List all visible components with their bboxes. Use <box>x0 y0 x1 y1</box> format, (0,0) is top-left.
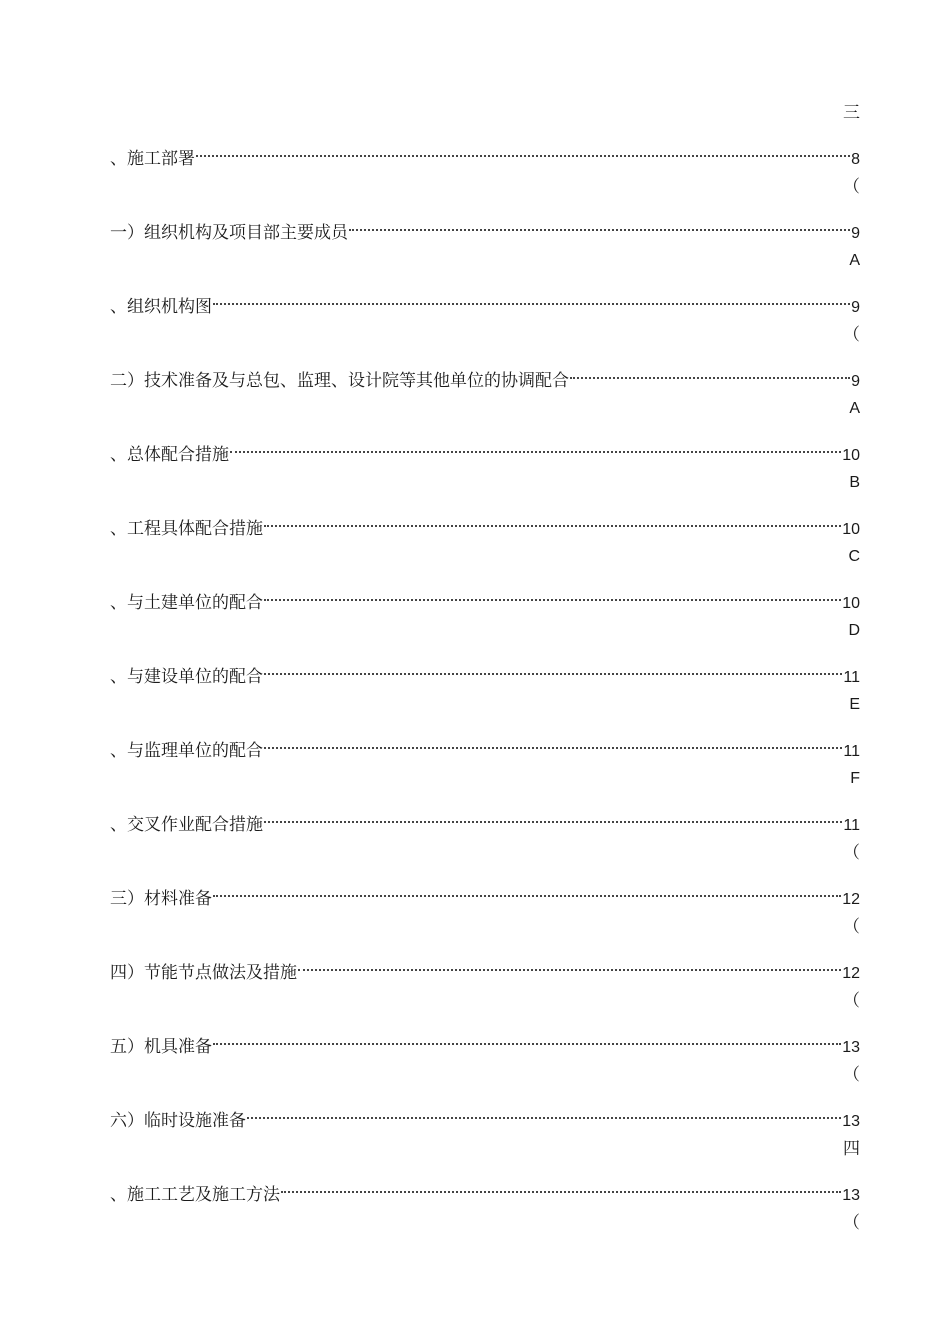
toc-line <box>110 582 860 613</box>
toc-page-number: 13 <box>842 1113 860 1130</box>
toc-line <box>110 730 860 761</box>
toc-line <box>110 434 860 465</box>
toc-line <box>110 508 860 539</box>
toc-entry-11[interactable] <box>110 840 860 914</box>
toc-marker: B <box>849 474 860 491</box>
toc-entry-15[interactable] <box>110 1136 860 1210</box>
toc-entry-8[interactable] <box>110 618 860 692</box>
toc-entry-1[interactable] <box>110 100 860 174</box>
dot-leader <box>213 878 841 904</box>
toc-entry-5[interactable] <box>110 396 860 470</box>
toc-title: 、与建设单位的配合 <box>110 667 263 687</box>
dot-leader <box>247 1100 841 1126</box>
toc-line <box>110 952 860 983</box>
toc-line <box>110 804 860 835</box>
toc-marker: D <box>848 622 860 639</box>
toc-line <box>110 1026 860 1057</box>
toc-entry-13[interactable] <box>110 988 860 1062</box>
toc-title: 三）材料准备 <box>110 889 212 909</box>
dot-leader <box>264 508 841 534</box>
table-of-contents <box>110 100 860 1284</box>
toc-page-number: 9 <box>851 225 860 242</box>
toc-page-number: 9 <box>851 299 860 316</box>
toc-line <box>110 656 860 687</box>
toc-marker: 三 <box>843 103 860 123</box>
toc-marker: F <box>850 770 860 787</box>
toc-line <box>110 286 860 317</box>
dot-leader <box>264 730 842 756</box>
toc-page-number: 13 <box>842 1039 860 1056</box>
toc-marker: （ <box>843 843 860 863</box>
toc-title: 二）技术准备及与总包、监理、设计院等其他单位的协调配合 <box>110 371 569 391</box>
dot-leader <box>298 952 841 978</box>
toc-marker: C <box>848 548 860 565</box>
toc-title: 四）节能节点做法及措施 <box>110 963 297 983</box>
toc-marker: E <box>849 696 860 713</box>
toc-entry-4[interactable] <box>110 322 860 396</box>
dot-leader <box>264 804 842 830</box>
dot-leader <box>230 434 841 460</box>
toc-page-number: 11 <box>843 669 860 686</box>
toc-marker: A <box>849 252 860 269</box>
toc-page-number: 11 <box>843 743 860 760</box>
toc-title: 一）组织机构及项目部主要成员 <box>110 223 348 243</box>
toc-entry-12[interactable] <box>110 914 860 988</box>
toc-page-number: 10 <box>842 447 860 464</box>
toc-title: 、与监理单位的配合 <box>110 741 263 761</box>
toc-line <box>110 1174 860 1205</box>
toc-page-number: 10 <box>842 595 860 612</box>
toc-title: 、与土建单位的配合 <box>110 593 263 613</box>
toc-line <box>110 360 860 391</box>
toc-entry-16 <box>110 1210 860 1284</box>
toc-marker: （ <box>843 917 860 937</box>
toc-entry-7[interactable] <box>110 544 860 618</box>
toc-title: 、施工部署 <box>110 149 195 169</box>
toc-page-number: 9 <box>851 373 860 390</box>
toc-marker: A <box>849 400 860 417</box>
toc-line <box>110 138 860 169</box>
toc-marker: （ <box>843 1065 860 1085</box>
dot-leader <box>264 656 842 682</box>
dot-leader <box>349 212 850 238</box>
toc-title: 五）机具准备 <box>110 1037 212 1057</box>
toc-page-number: 8 <box>851 151 860 168</box>
toc-marker: （ <box>843 1213 860 1233</box>
toc-entry-14[interactable] <box>110 1062 860 1136</box>
toc-page-number: 10 <box>842 521 860 538</box>
toc-line <box>110 212 860 243</box>
dot-leader <box>213 1026 841 1052</box>
toc-title: 、工程具体配合措施 <box>110 519 263 539</box>
toc-line <box>110 878 860 909</box>
dot-leader <box>196 138 850 164</box>
toc-entry-3[interactable] <box>110 248 860 322</box>
toc-line <box>110 1100 860 1131</box>
toc-title: 、组织机构图 <box>110 297 212 317</box>
toc-page-number: 12 <box>842 891 860 908</box>
dot-leader <box>213 286 850 312</box>
toc-marker: 四 <box>843 1139 860 1159</box>
toc-entry-10[interactable] <box>110 766 860 840</box>
dot-leader <box>264 582 841 608</box>
toc-title: 、施工工艺及施工方法 <box>110 1185 280 1205</box>
toc-page-number: 11 <box>843 817 860 834</box>
toc-entry-6[interactable] <box>110 470 860 544</box>
toc-entry-9[interactable] <box>110 692 860 766</box>
toc-page-number: 12 <box>842 965 860 982</box>
dot-leader <box>570 360 850 386</box>
toc-marker: （ <box>843 991 860 1011</box>
toc-entry-2[interactable] <box>110 174 860 248</box>
toc-marker: （ <box>843 325 860 345</box>
toc-title: 、总体配合措施 <box>110 445 229 465</box>
toc-marker: （ <box>843 177 860 197</box>
toc-title: 六）临时设施准备 <box>110 1111 246 1131</box>
toc-page-number: 13 <box>842 1187 860 1204</box>
dot-leader <box>281 1174 841 1200</box>
toc-title: 、交叉作业配合措施 <box>110 815 263 835</box>
